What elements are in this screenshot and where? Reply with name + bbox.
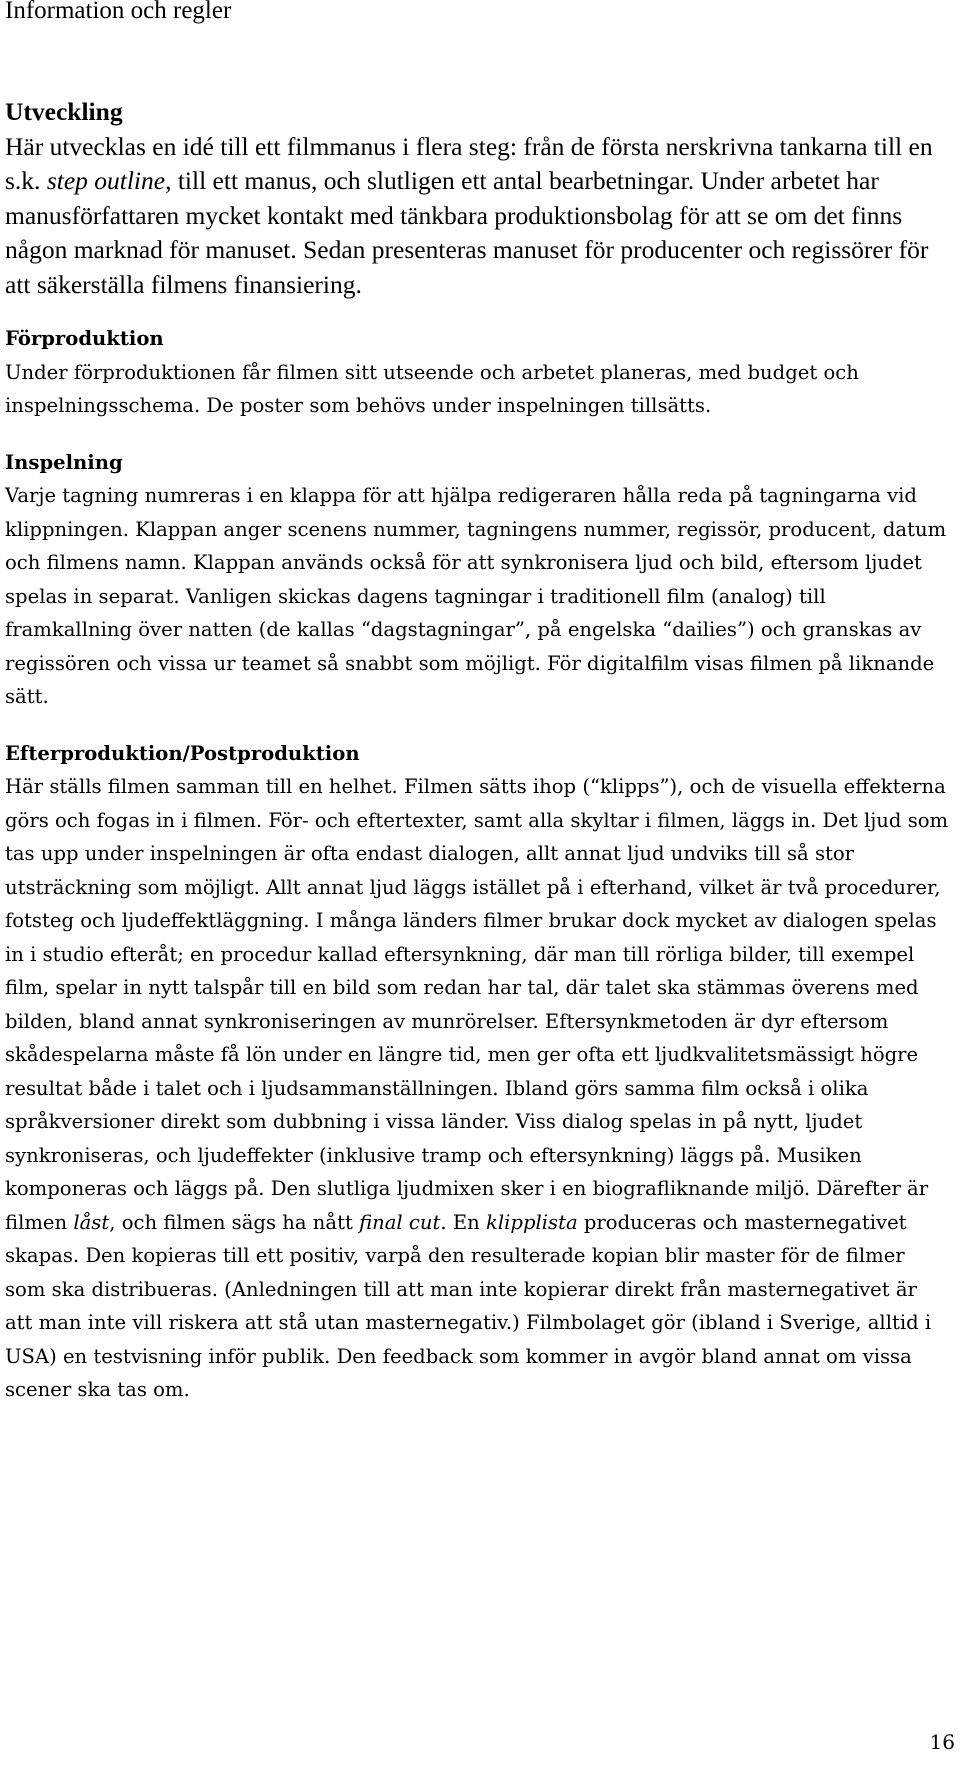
section-heading-utveckling: Utveckling <box>5 97 123 126</box>
section-utveckling <box>5 95 945 302</box>
section-body-inspelning: Varje tagning numreras i en klappa för att hjälpa redigeraren hålla reda på tagningarna vid klippningen. Klappan anger scenens nummer, tagningens nummer, regissör, producent, datum och filmens namn. Klappan används också för att synkronisera ljud och bild, eftersom ljudet spelas in separat. Vanligen skickas dagens tagningar i traditionell film (analog) till framkallning över natten (de kallas “dagstagningar”, på engelska “dailies”) och granskas av regissören och vissa ur teamet så snabbt som möjligt. För digitalfilm visas filmen på liknande sätt. <box>5 484 947 708</box>
page-number: 16 <box>929 1730 955 1754</box>
section-body-efterproduktion <box>5 770 950 1407</box>
italic-term-klipplista: klipplista <box>486 1210 578 1234</box>
italic-term-last: låst <box>73 1210 110 1234</box>
section-efterproduktion <box>5 737 950 1407</box>
section-heading-inspelning: Inspelning <box>5 450 123 474</box>
body-text: Här utvecklas en idé till ett filmmanus i flera steg: från de första nerskrivna tankarna till en s.k. <box>5 131 933 195</box>
italic-term-step-outline: step outline <box>46 166 166 195</box>
section-heading-efterproduktion: Efterproduktion/Postproduktion <box>5 741 360 765</box>
section-spacer <box>5 714 950 737</box>
body-text: , till ett manus, och slutligen ett antal bearbetningar. Under arbetet har manusförfattaren mycket kontakt med tänkbara produktionsbolag för att se om det finns någon marknad för manuset. Sedan presenteras manuset för producenter och regissörer för att säkerställa filmens finansiering. <box>5 166 929 299</box>
document-body <box>5 322 950 1407</box>
body-text: , och filmen sägs ha nått <box>109 1210 360 1234</box>
body-text: Här ställs filmen samman till en helhet. Filmen sätts ihop (“klipps”), och de visuella effekterna görs och fogas in i filmen. För- och eftertexter, samt alla skyltar i filmen, läggs in. Det ljud som tas upp under inspelningen är ofta endast dialogen, allt annat ljud undviks till så stor utsträckning som möjligt. Allt annat ljud läggs istället på i efterhand, vilket är två procedurer, fotsteg och ljudeffektläggning. I många länders filmer brukar dock mycket av dialogen spelas in i studio efteråt; en procedur kallad eftersynkning, där man till rörliga bilder, till exempel film, spelar in nytt talspår till en bild som redan har tal, där talet ska stämmas överens med bilden, bland annat synkroniseringen av munrörelser. Eftersynkmetoden är dyr eftersom skådespelarna måste få lön under en längre tid, men ger ofta ett ljudkvalitetsmässigt högre resultat både i talet och i ljudsammanställningen. Ibland görs samma film också i olika språkversioner direkt som dubbning i vissa länder. Viss dialog spelas in på nytt, ljudet synkroniseras, och ljudeffekter (inklusive tramp och eftersynkning) läggs på. Musiken komponeras och läggs på. Den slutliga ljudmixen sker i en biografliknande miljö. Därefter är filmen <box>5 775 949 1234</box>
section-body-utveckling <box>5 130 945 303</box>
section-inspelning <box>5 446 950 714</box>
section-spacer <box>5 423 950 446</box>
italic-term-final-cut: final cut <box>359 1210 441 1234</box>
section-body-forproduktion: Under förproduktionen får filmen sitt utseende och arbetet planeras, med budget och inspelningsschema. De poster som behövs under inspelningen tillsätts. <box>5 360 859 417</box>
section-forproduktion <box>5 322 950 423</box>
body-text: . En <box>440 1210 487 1234</box>
page-title: Information och regler <box>5 0 232 24</box>
section-heading-forproduktion: Förproduktion <box>5 327 164 350</box>
body-text: produceras och masternegativet skapas. Den kopieras till ett positiv, varpå den resulterade kopian blir master för de filmer som ska distribueras. (Anledningen till att man inte kopierar direkt från masternegativet är att man inte vill riskera att stå utan masternegativ.) Filmbolaget gör (ibland i Sverige, alltid i USA) en testvisning inför publik. Den feedback som kommer in avgör bland annat om vissa scener ska tas om. <box>5 1210 932 1401</box>
